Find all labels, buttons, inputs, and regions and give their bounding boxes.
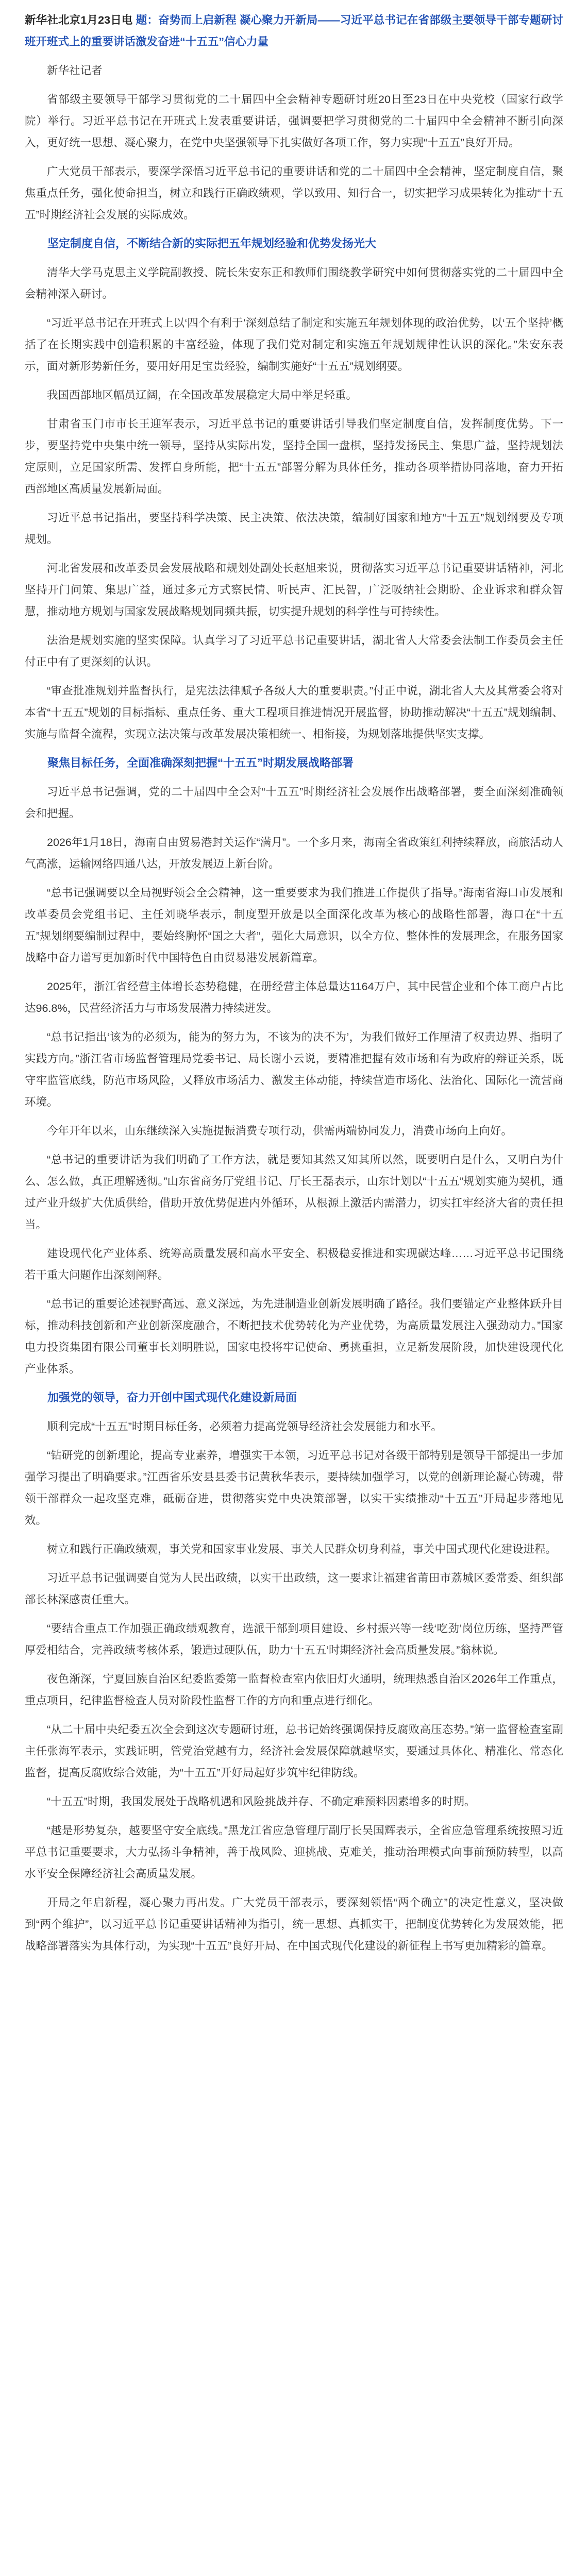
article-lead xyxy=(25,9,563,53)
paragraph-27: “十五五”时期，我国发展处于战略机遇和风险挑战并存、不确定难预料因素增多的时期。 xyxy=(47,1795,476,1808)
paragraph-25: 夜色渐深，宁夏回族自治区纪委监委第一监督检查室内依旧灯火通明，统理热悉自治区2026年工作重点，重点项目，纪律监督检查人员对阶段性监督工作的方向和重点进行细化。 xyxy=(25,1673,563,1707)
paragraph-24: “要结合重点工作加强正确政绩观教育，选派干部到项目建设、乡村振兴等一线‘吃劲’岗位历练，坚持严管厚爱相结合，完善政绩考核体系，锻造过硬队伍，助力‘十五五’时期经济社会高质量发展。”翁林说。 xyxy=(25,1622,563,1656)
paragraph-14: 2025年，浙江省经营主体增长态势稳健，在册经营主体总量达1164万户，其中民营企业和个体工商户占比达96.8%，民营经济活力与市场发展潜力持续迸发。 xyxy=(25,980,563,1014)
paragraph-1: 省部级主要领导干部学习贯彻党的二十届四中全会精神专题研讨班20日至23日在中央党校（国家行政学院）举行。习近平总书记在开班式上发表重要讲话，强调要把学习贯彻党的二十届四中全会精神不断引向深入，更好统一思想、凝心聚力，在党中央坚强领导下扎实做好各项工作，努力实现“十五五”良好开局。 xyxy=(25,93,563,149)
paragraph-7: 习近平总书记指出，要坚持科学决策、民主决策、依法决策，编制好国家和地方“十五五”规划纲要及专项规划。 xyxy=(25,512,563,546)
paragraph-21: “钻研党的创新理论，提高专业素养，增强实干本领，习近平总书记对各级干部特别是领导干部提出一步加强学习提出了明确要求。”江西省乐安县县委书记黄秋华表示，要持续加强学习，以党的创新理论凝心铸魂，带领干部群众一起攻坚克难，砥砺奋进，贯彻落实党中央决策部署，以实干实绩推动“十五五”开局起步落地见效。 xyxy=(25,1449,563,1527)
lead-title: 题：奋势而上启新程 凝心聚力开新局——习近平总书记在省部级主要领导干部专题研讨班开班式上的重要讲话激发奋进“十五五”信心力量 xyxy=(25,14,563,48)
paragraph-9: 法治是规划实施的坚实保障。认真学习了习近平总书记重要讲话，湖北省人大常委会法制工作委员会主任付正中有了更深刻的认识。 xyxy=(25,634,563,668)
paragraph-19: “总书记的重要论述视野高远、意义深远，为先进制造业创新发展明确了路径。我们要锚定产业整体跃升目标，推动科技创新和产业创新深度融合，不断把技术优势转化为产业优势，为高质量发展注入强劲动力。”国家电力投资集团有限公司董事长刘明胜说，国家电投将牢记使命、勇挑重担，立足新发展阶段，加快建设现代化产业体系。 xyxy=(25,1298,563,1375)
reporter-line: 新华社记者 xyxy=(47,64,103,77)
paragraph-5: 我国西部地区幅员辽阔，在全国改革发展稳定大局中举足轻重。 xyxy=(47,389,358,401)
dateline: 新华社北京1月23日电 xyxy=(25,14,133,26)
paragraph-13: “总书记强调要以全局视野领会全会精神，这一重要要求为我们推进工作提供了指导。”海南省海口市发展和改革委员会党组书记、主任刘晓华表示，制度型开放是以全面深化改革为核心的战略性部署，海口在“十五五”规划纲要编制过程中，要始终胸怀“国之大者”，强化大局意识，以全方位、整体性的发展理念，在服务国家战略中奋力谱写更加新时代中国特色自由贸易港发展新篇章。 xyxy=(25,887,563,964)
paragraph-17: “总书记的重要讲话为我们明确了工作方法，就是要知其然又知其所以然，既要明白是什么，又明白为什么、怎么做，真正理解透彻。”山东省商务厅党组书记、厅长王磊表示，山东计划以“十五五”规划实施为契机，通过产业升级扩大优质供给，借助开放优势促进内外循环，从根源上激活内需潜力，切实扛牢经济大省的责任担当。 xyxy=(25,1154,563,1231)
paragraph-15: “总书记指出‘该为的必须为，能为的努力为，不该为的决不为’，为我们做好工作厘清了权责边界、指明了实践方向。”浙江省市场监督管理局党委书记、局长谢小云说，要精准把握有效市场和有为政府的辩证关系，既守牢监管底线，防范市场风险，又释放市场活力、激发主体动能，持续营造市场化、法治化、国际化一流营商环境。 xyxy=(25,1031,563,1108)
paragraph-18: 建设现代化产业体系、统筹高质量发展和高水平安全、积极稳妥推进和实现碳达峰……习近平总书记围绕若干重大问题作出深刻阐释。 xyxy=(25,1247,563,1281)
paragraph-23: 习近平总书记强调要自觉为人民出政绩，以实干出政绩，这一要求让福建省莆田市荔城区委常委、组织部部长林深感责任重大。 xyxy=(25,1572,563,1606)
paragraph-8: 河北省发展和改革委员会发展战略和规划处副处长赵旭来说，贯彻落实习近平总书记重要讲话精神，河北坚持开门问策、集思广益，通过多元方式察民情、听民声、汇民智，广泛吸纳社会期盼、企业诉求和群众智慧，推动地方规划与国家发展战略规划同频共振，切实提升规划的科学性与可持续性。 xyxy=(25,562,563,618)
paragraph-16: 今年开年以来，山东继续深入实施提振消费专项行动，供需两端协同发力，消费市场向上向好。 xyxy=(47,1125,513,1137)
section-heading-2: 聚焦目标任务，全面准确深刻把握“十五五”时期发展战略部署 xyxy=(47,756,354,769)
paragraph-28: “越是形势复杂，越要坚守安全底线。”黑龙江省应急管理厅副厅长吴国辉表示，全省应急管理系统按照习近平总书记重要要求，大力弘扬斗争精神，善于战风险、迎挑战、克难关，推动治理模式向事前预防转型，以高水平安全保障经济社会高质量发展。 xyxy=(25,1824,563,1880)
paragraph-3: 清华大学马克思主义学院副教授、院长朱安东正和教师们围绕教学研究中如何贯彻落实党的二十届四中全会精神深入研讨。 xyxy=(25,266,563,300)
section-heading-1: 坚定制度自信，不断结合新的实际把五年规划经验和优势发扬光大 xyxy=(47,237,377,250)
paragraph-20: 顺利完成“十五五”时期目标任务，必须着力提高党领导经济社会发展能力和水平。 xyxy=(47,1420,442,1433)
paragraph-26: “从二十届中央纪委五次全会到这次专题研讨班，总书记始终强调保持反腐败高压态势。”第一监督检查室副主任张海军表示，实践证明，管党治党越有力，经济社会发展保障就越坚实，要通过具体化、精准化、常态化监督，提高反腐败综合效能，为“十五五”开好局起好步筑牢纪律防线。 xyxy=(25,1723,563,1779)
paragraph-6: 甘肃省玉门市市长王迎军表示，习近平总书记的重要讲话引导我们坚定制度自信，发挥制度优势。下一步，要坚持党中央集中统一领导，坚持从实际出发，坚持全国一盘棋，坚持发扬民主、集思广益，坚持规划法定原则，立足国家所需、发挥自身所能，把“十五五”部署分解为具体任务，推动各项举措协同落地，奋力开拓西部地区高质量发展新局面。 xyxy=(25,418,563,495)
paragraph-4: “习近平总书记在开班式上以‘四个有利于’深刻总结了制定和实施五年规划体现的政治优势，以‘五个坚持’概括了在长期实践中创造积累的丰富经验，体现了我们党对制定和实施五年规划规律性认识的深化。”朱安东表示，面对新形势新任务，要用好用足宝贵经验，编制实施好“十五五”规划纲要。 xyxy=(25,317,563,372)
paragraph-11: 习近平总书记强调，党的二十届四中全会对“十五五”时期经济社会发展作出战略部署，要全面深刻准确领会和把握。 xyxy=(25,786,563,820)
paragraph-10: “审查批准规划并监督执行，是宪法法律赋予各级人大的重要职责。”付正中说，湖北省人大及其常委会将对本省“十五五”规划的目标指标、重点任务、重大工程项目推进情况开展监督，协助推动解决“十五五”规划编制、实施与监督全流程，实现立法决策与改革发展决策相统一、相衔接，为规划落地提供坚实支撑。 xyxy=(25,685,563,740)
paragraph-12: 2026年1月18日，海南自由贸易港封关运作“满月”。一个多月来，海南全省政策红利持续释放，商旅活动人气高涨，运输网络四通八达，开放发展迈上新台阶。 xyxy=(25,836,563,870)
paragraph-22: 树立和践行正确政绩观，事关党和国家事业发展、事关人民群众切身利益，事关中国式现代化建设进程。 xyxy=(47,1543,557,1555)
paragraph-2: 广大党员干部表示，要深学深悟习近平总书记的重要讲话和党的二十届四中全会精神，坚定制度自信，聚焦重点任务，强化使命担当，树立和践行正确政绩观，学以致用、知行合一，切实把学习成果转化为推动“十五五”时期经济社会发展的实际成效。 xyxy=(25,165,563,221)
section-heading-3: 加强党的领导，奋力开创中国式现代化建设新局面 xyxy=(47,1391,297,1404)
paragraph-29: 开局之年启新程，凝心聚力再出发。广大党员干部表示，要深刻领悟“两个确立”的决定性意义，坚决做到“两个维护”，以习近平总书记重要讲话精神为指引，统一思想、真抓实干，把制度优势转化为发展效能，把战略部署落实为具体行动，为实现“十五五”良好开局、在中国式现代化建设的新征程上书写更加精彩的篇章。 xyxy=(25,1896,563,1952)
